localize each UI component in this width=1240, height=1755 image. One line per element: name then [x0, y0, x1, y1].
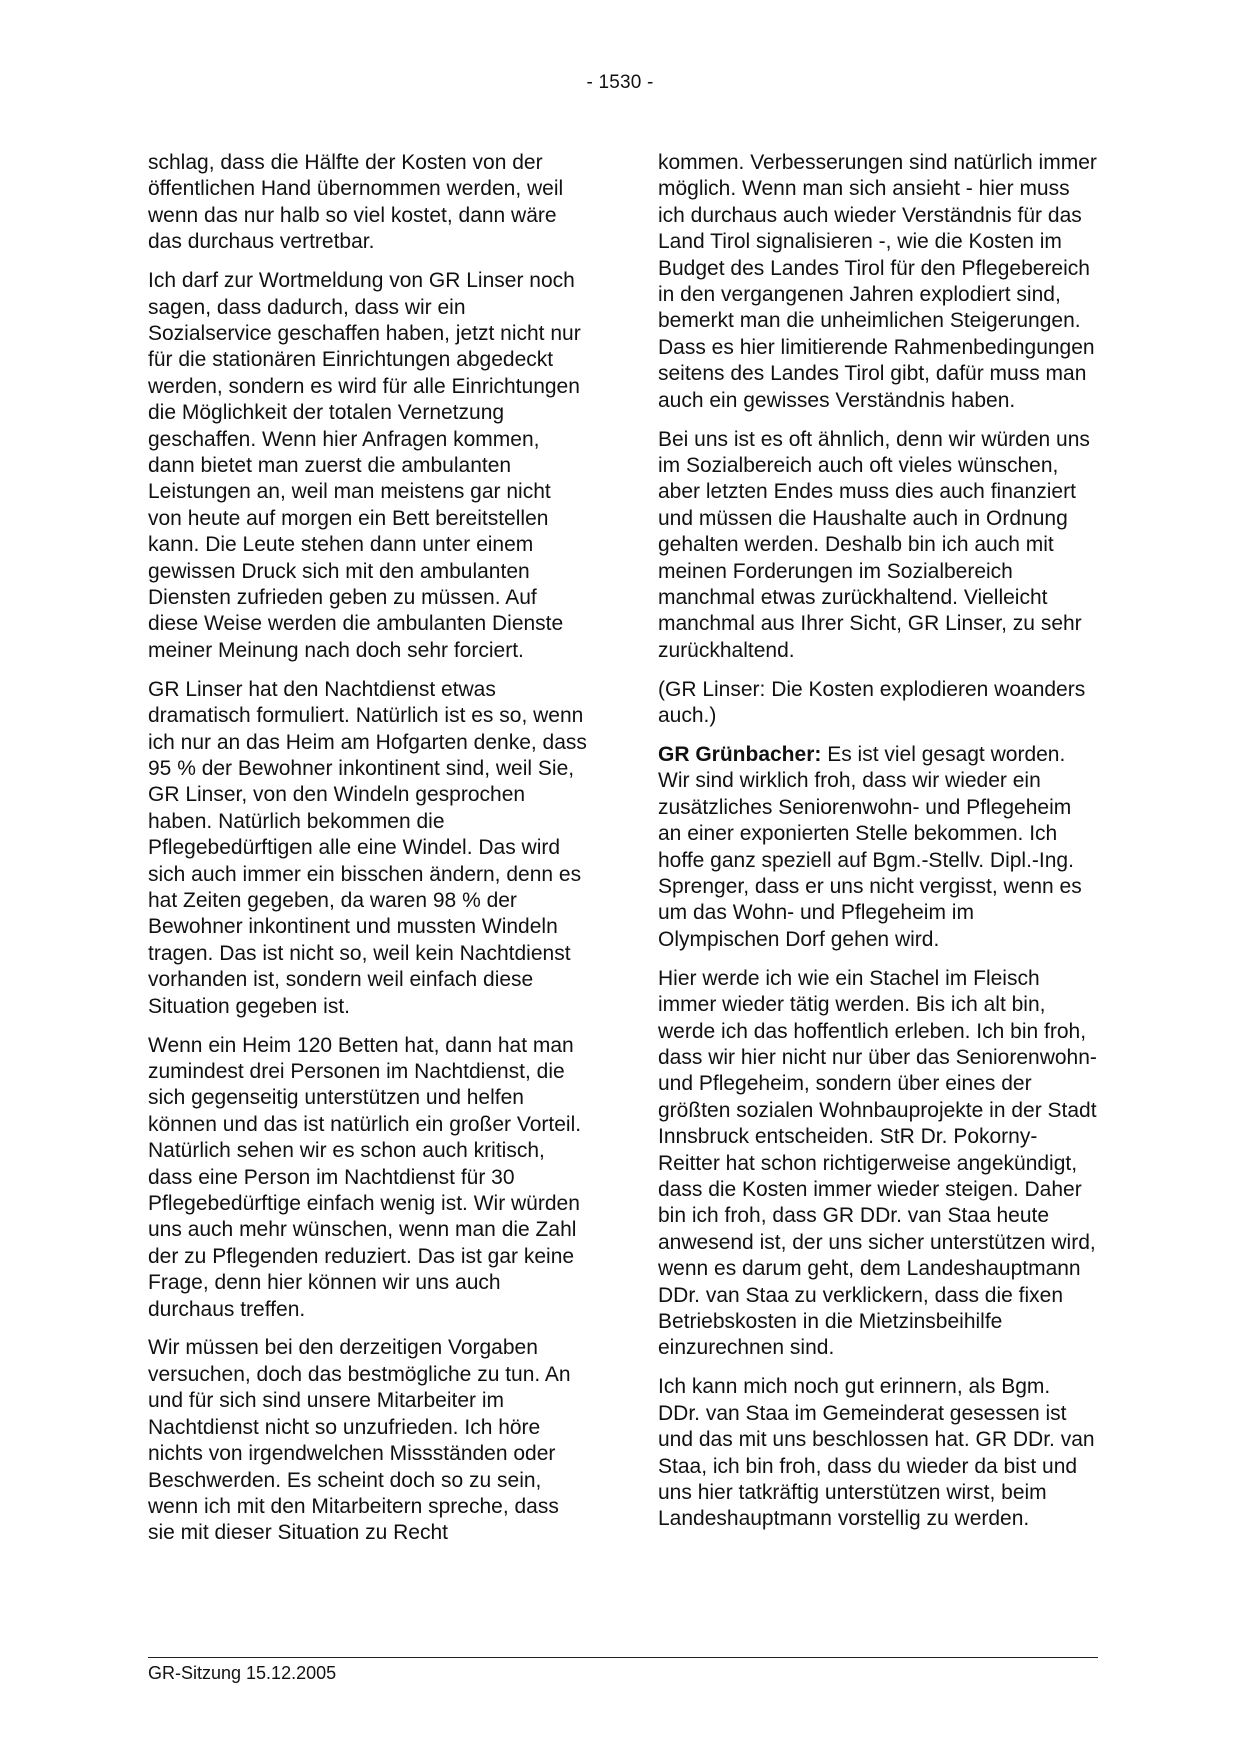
speaker-text: Es ist viel gesagt worden. Wir sind wirklich froh, dass wir wieder ein zusätzliches Seniorenwohn- und Pflegeheim an einer exponierten Stelle bekommen. Ich hoffe ganz speziell auf Bgm.-Stellv. Dipl.-Ing. Sprenger, dass er uns nicht vergisst, wenn es um das Wohn- und Pflegeheim im Olympischen Dorf gehen wird.	[658, 743, 1082, 951]
paragraph: Bei uns ist es oft ähnlich, denn wir würden uns im Sozialbereich auch oft vieles wünschen, aber letzten Endes muss dies auch finanziert und müssen die Haushalte auch in Ordnung gehalten werden. Deshalb bin ich auch mit meinen Forderungen im Sozialbereich manchmal etwas zurückhaltend. Vielleicht manchmal aus Ihrer Sicht, GR Linser, zu sehr zurückhaltend.	[658, 427, 1090, 662]
paragraph: Ich darf zur Wortmeldung von GR Linser noch sagen, dass dadurch, dass wir ein Sozialservice geschaffen haben, jetzt nicht nur für die stationären Einrichtungen abgedeckt werden, sondern es wird für alle Einrichtungen die Möglichkeit der totalen Vernetzung geschaffen. Wenn hier Anfragen kommen, dann bietet man zuerst die ambulanten Leistungen an, weil man meistens gar nicht von heute auf morgen ein Bett bereitstellen kann. Die Leute stehen dann unter einem gewissen Druck sich mit den ambulanten Diensten zufrieden geben zu müssen. Auf diese Weise werden die ambulanten Dienste meiner Meinung nach doch sehr forciert.	[148, 269, 581, 662]
footer-divider	[148, 1657, 1098, 1658]
paragraph: Ich kann mich noch gut erinnern, als Bgm. DDr. van Staa im Gemeinderat gesessen ist und das mit uns beschlossen hat. GR DDr. van Staa, ich bin froh, dass du wieder da bist und uns hier tatkräftig unterstützen wirst, beim Landeshauptmann vorstellig zu werden.	[658, 1375, 1095, 1531]
speaker-name: GR Grünbacher:	[658, 743, 822, 767]
paragraph: kommen. Verbesserungen sind natürlich immer möglich. Wenn man sich ansieht - hier muss ich durchaus auch wieder Verständnis für das Land Tirol signalisieren -, wie die Kosten im Budget des Landes Tirol für den Pflegebereich in den vergangenen Jahren explodiert sind, bemerkt man die unheimlichen Steigerungen. Dass es hier limitierende Rahmenbedingungen seitens des Landes Tirol gibt, dafür muss man auch ein gewisses Verständnis haben.	[658, 151, 1097, 412]
paragraph: schlag, dass die Hälfte der Kosten von der öffentlichen Hand übernommen werden, weil wenn das nur halb so viel kostet, dann wäre das durchaus vertretbar.	[148, 151, 564, 254]
right-column	[658, 150, 1098, 1545]
interjection: (GR Linser: Die Kosten explodieren woanders auch.)	[658, 677, 1086, 728]
paragraph: Wenn ein Heim 120 Betten hat, dann hat man zumindest drei Personen im Nachtdienst, die sich gegenseitig unterstützen und helfen können und das ist natürlich ein großer Vorteil. Natürlich sehen wir es schon auch kritisch, dass eine Person im Nachtdienst für 30 Pflegebedürftige einfach wenig ist. Wir würden uns auch mehr wünschen, wenn man die Zahl der zu Pflegenden reduziert. Das ist gar keine Frage, denn hier können wir uns auch durchaus treffen.	[148, 1033, 582, 1321]
left-column	[148, 150, 588, 1559]
paragraph: Hier werde ich wie ein Stachel im Fleisch immer wieder tätig werden. Bis ich alt bin, werde ich das hoffentlich erleben. Ich bin froh, dass wir hier nicht nur über das Seniorenwohn- und Pflegeheim, sondern über eines der größten sozialen Wohnbauprojekte in der Stadt Innsbruck entscheiden. StR Dr. Pokorny-Reitter hat schon richtigerweise angekündigt, dass die Kosten immer wieder steigen. Daher bin ich froh, dass GR DDr. van Staa heute anwesend ist, der uns sicher unterstützen wird, wenn es darum geht, dem Landeshauptmann DDr. van Staa zu verklickern, dass die fixen Betriebskosten in die Mietzinsbeihilfe einzurechnen sind.	[658, 966, 1097, 1360]
paragraph: GR Linser hat den Nachtdienst etwas dramatisch formuliert. Natürlich ist es so, wenn ich nur an das Heim am Hofgarten denke, dass 95 % der Bewohner inkontinent sind, weil Sie, GR Linser, von den Windeln gesprochen haben. Natürlich bekommen die Pflegebedürftigen alle eine Windel. Das wird sich auch immer ein bisschen ändern, denn es hat Zeiten gegeben, da waren 98 % der Bewohner inkontinent und mussten Windeln tragen. Das ist nicht so, weil kein Nachtdienst vorhanden ist, sondern weil einfach diese Situation gegeben ist.	[148, 677, 587, 1018]
speaker-paragraph	[658, 742, 1098, 953]
footer-session-date: GR-Sitzung 15.12.2005	[148, 1663, 337, 1683]
paragraph: Wir müssen bei den derzeitigen Vorgaben versuchen, doch das bestmögliche zu tun. An und für sich sind unsere Mitarbeiter im Nachtdienst nicht so unzufrieden. Ich höre nichts von irgendwelchen Missständen oder Beschwerden. Es scheint doch so zu sein, wenn ich mit den Mitarbeitern spreche, dass sie mit dieser Situation zu Recht	[148, 1336, 571, 1545]
page-number: - 1530 -	[586, 72, 654, 93]
